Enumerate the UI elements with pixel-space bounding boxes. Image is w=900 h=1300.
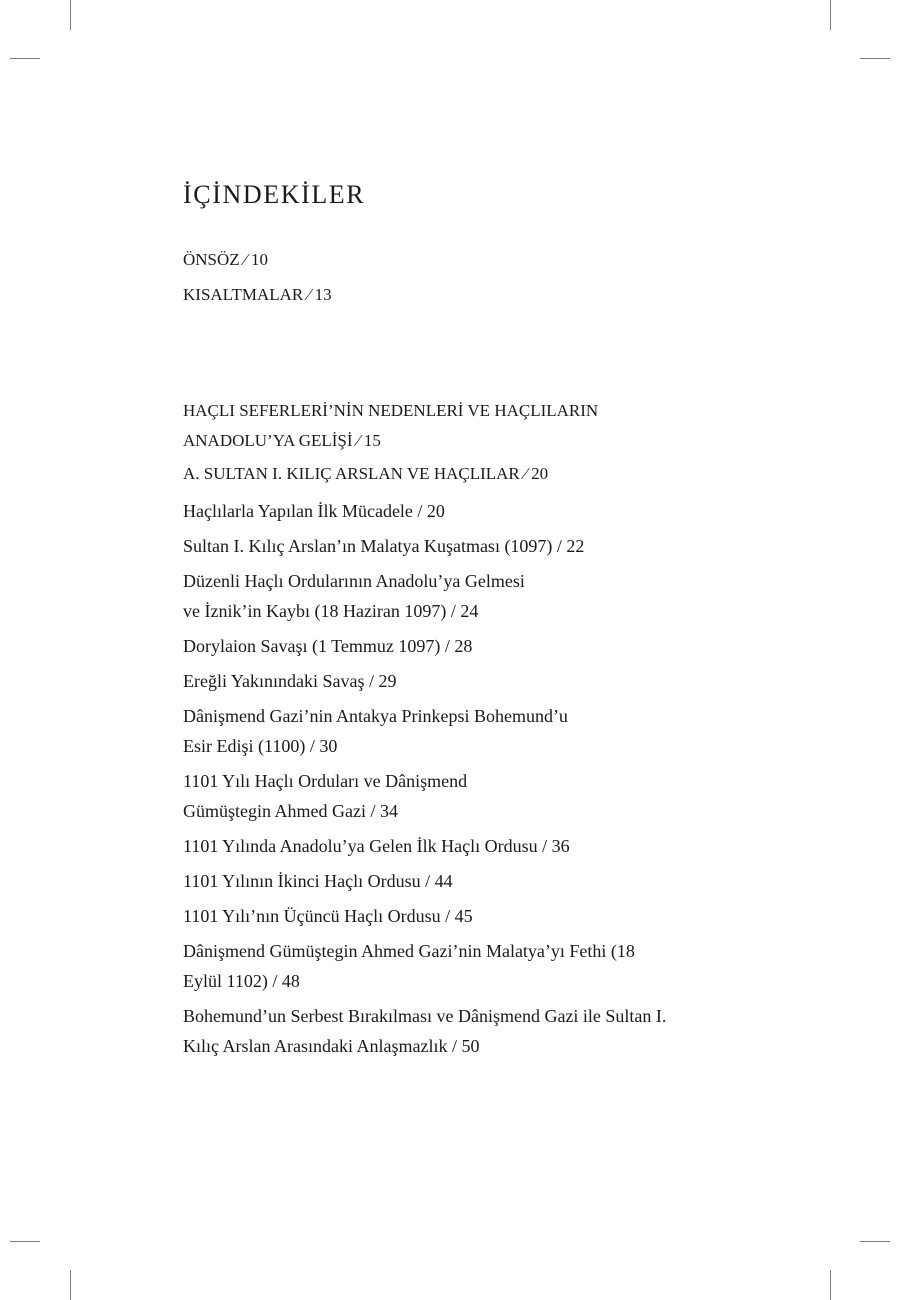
toc-entry (183, 901, 823, 931)
toc-entry-line: Eylül 1102) / 48 (183, 971, 300, 991)
crop-mark-top-right (830, 0, 831, 30)
toc-entry-line: 1101 Yılı Haçlı Orduları ve Dânişmend (183, 771, 468, 791)
toc-entry-line: Sultan I. Kılıç Arslan’ın Malatya Kuşatması (1097) / 22 (183, 536, 585, 556)
front-matter-item-abbreviations: KISALTMALAR ⁄ 13 (183, 285, 332, 304)
toc-entry-line: 1101 Yılının İkinci Haçlı Ordusu / 44 (183, 871, 453, 891)
crop-mark-top-left (70, 0, 71, 30)
toc-entry (183, 496, 823, 526)
toc-entry-line: Haçlılarla Yapılan İlk Mücadele / 20 (183, 501, 445, 521)
chapter-heading (183, 396, 823, 456)
toc-entry-line: Dorylaion Savaşı (1 Temmuz 1097) / 28 (183, 636, 473, 656)
toc-entry (183, 666, 823, 696)
toc-entry-line: Esir Edişi (1100) / 30 (183, 736, 338, 756)
toc-entry-line: 1101 Yılında Anadolu’ya Gelen İlk Haçlı Ordusu / 36 (183, 836, 570, 856)
crop-mark-right-top (860, 58, 890, 59)
toc-entry (183, 831, 823, 861)
toc-entry-line: Ereğli Yakınındaki Savaş / 29 (183, 671, 397, 691)
crop-mark-right-bottom (860, 1241, 890, 1242)
front-matter (183, 242, 823, 312)
toc-entry-list (183, 496, 823, 1061)
toc-entry-line: Düzenli Haçlı Ordularının Anadolu’ya Gelmesi (183, 571, 525, 591)
toc-entry (183, 866, 823, 896)
table-of-contents (183, 170, 823, 1061)
front-matter-item-preface: ÖNSÖZ ⁄ 10 (183, 250, 269, 269)
crop-mark-left-top (10, 58, 40, 59)
crop-mark-bottom-right (830, 1270, 831, 1300)
toc-entry-line: ve İznik’in Kaybı (18 Haziran 1097) / 24 (183, 601, 479, 621)
crop-mark-bottom-left (70, 1270, 71, 1300)
toc-entry (183, 531, 823, 561)
toc-entry-line: Dânişmend Gümüştegin Ahmed Gazi’nin Malatya’yı Fethi (18 (183, 941, 635, 961)
crop-mark-left-bottom (10, 1241, 40, 1242)
toc-entry (183, 631, 823, 661)
toc-entry (183, 701, 823, 761)
section-heading: A. SULTAN I. KILIÇ ARSLAN VE HAÇLILAR ⁄ 20 (183, 464, 549, 483)
toc-entry-line: Dânişmend Gazi’nin Antakya Prinkepsi Bohemund’u (183, 706, 568, 726)
toc-entry (183, 936, 823, 996)
chapter-heading-line: HAÇLI SEFERLERİ’NİN NEDENLERİ VE HAÇLILARIN (183, 401, 599, 420)
chapter-heading-line: ANADOLU’YA GELİŞİ ⁄ 15 (183, 431, 381, 450)
toc-entry (183, 566, 823, 626)
toc-entry-line: Kılıç Arslan Arasındaki Anlaşmazlık / 50 (183, 1036, 480, 1056)
toc-entry (183, 1001, 823, 1061)
page-title: İÇİNDEKİLER (183, 180, 366, 209)
toc-entry (183, 766, 823, 826)
toc-entry-line: Bohemund’un Serbest Bırakılması ve Dânişmend Gazi ile Sultan I. (183, 1006, 667, 1026)
toc-entry-line: 1101 Yılı’nın Üçüncü Haçlı Ordusu / 45 (183, 906, 473, 926)
toc-entry-line: Gümüştegin Ahmed Gazi / 34 (183, 801, 398, 821)
